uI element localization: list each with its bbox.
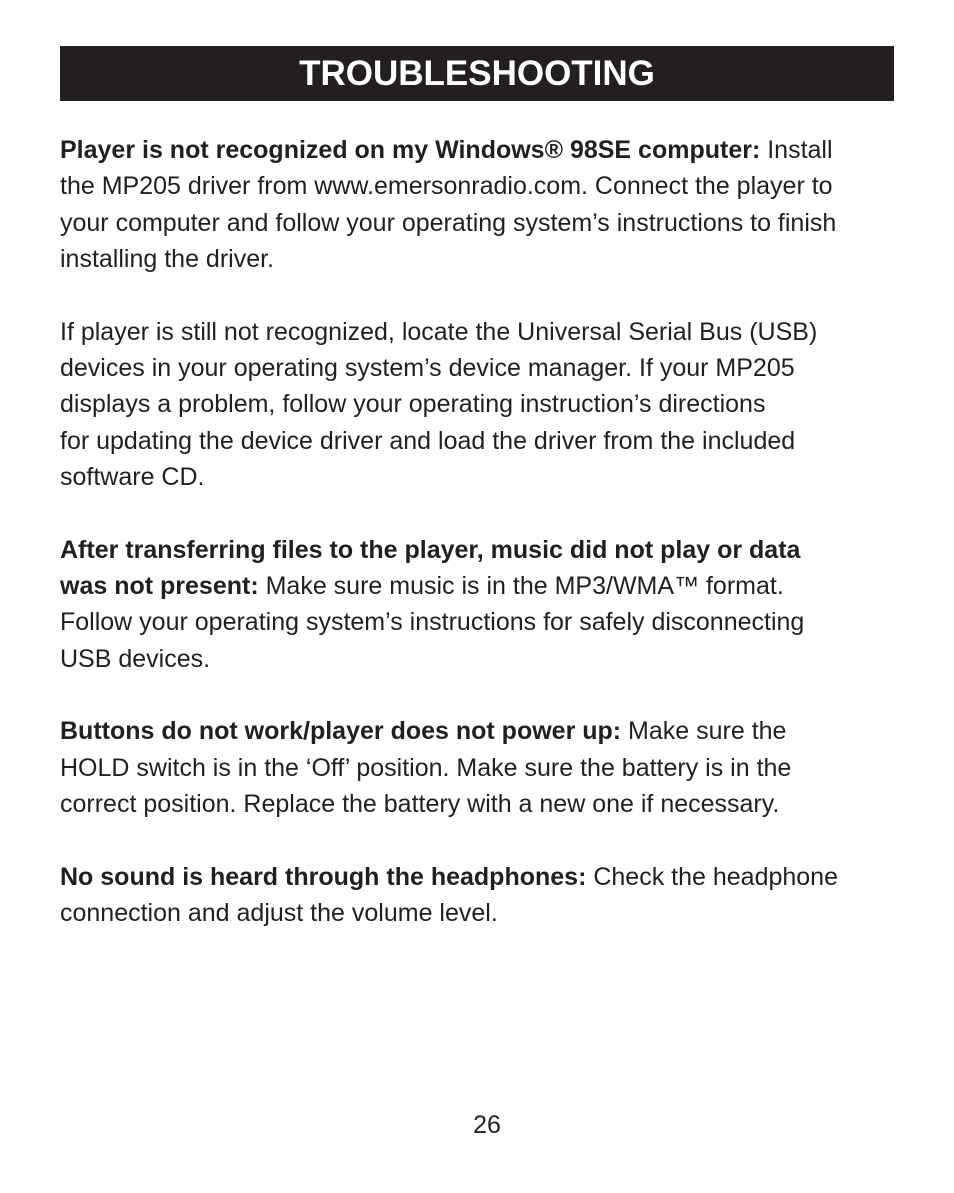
body-text: Make sure the	[621, 717, 787, 746]
body-text: the MP205 driver from www.emersonradio.com. Connect the player to	[60, 172, 833, 201]
body-text: installing the driver.	[60, 245, 275, 274]
section-header-bar	[60, 46, 894, 101]
text-line	[60, 350, 894, 386]
text-line	[60, 386, 894, 422]
page-number: 26	[473, 1111, 501, 1139]
text-line	[60, 132, 894, 168]
issue-heading: Buttons do not work/player does not power up:	[60, 717, 622, 746]
text-line	[60, 604, 894, 640]
text-line	[60, 459, 894, 495]
troubleshooting-item	[60, 859, 894, 932]
text-line	[60, 205, 894, 241]
troubleshooting-content	[60, 132, 894, 967]
body-text: software CD.	[60, 463, 205, 492]
issue-heading: Player is not recognized on my Windows® 98SE computer:	[60, 136, 761, 164]
text-line	[60, 786, 894, 822]
troubleshooting-item	[60, 314, 894, 496]
issue-heading: After transferring files to the player, music did not play or data	[60, 535, 801, 564]
text-line	[60, 314, 894, 350]
text-line	[60, 641, 894, 677]
text-line	[60, 895, 894, 931]
troubleshooting-item	[60, 532, 894, 678]
troubleshooting-item	[60, 132, 894, 278]
issue-heading: No sound is heard through the headphones:	[60, 862, 587, 891]
body-text: displays a problem, follow your operating instruction’s directions	[60, 390, 766, 419]
body-text: Check the headphone	[586, 862, 838, 891]
body-text: Follow your operating system’s instructions for safely disconnecting	[60, 608, 805, 637]
body-text: for updating the device driver and load the driver from the included	[60, 426, 796, 455]
body-text: HOLD switch is in the ‘Off’ position. Make sure the battery is in the	[60, 753, 792, 782]
body-text: correct position. Replace the battery with a new one if necessary.	[60, 790, 780, 819]
text-line	[60, 568, 894, 604]
body-text: USB devices.	[60, 644, 211, 673]
body-text: Install	[760, 136, 833, 164]
body-text: connection and adjust the volume level.	[60, 898, 498, 927]
text-line	[60, 750, 894, 786]
body-text: If player is still not recognized, locate the Universal Serial Bus (USB)	[60, 317, 818, 346]
text-line	[60, 423, 894, 459]
issue-heading: was not present:	[60, 572, 259, 601]
text-line	[60, 241, 894, 277]
text-line	[60, 168, 894, 204]
text-line	[60, 859, 894, 895]
body-text: Make sure music is in the MP3/WMA™ format.	[258, 572, 784, 601]
body-text: devices in your operating system’s device manager. If your MP205	[60, 354, 795, 383]
troubleshooting-item	[60, 713, 894, 822]
text-line	[60, 532, 894, 568]
page-title: TROUBLESHOOTING	[299, 54, 655, 93]
body-text: your computer and follow your operating system’s instructions to finish	[60, 208, 837, 237]
text-line	[60, 713, 894, 749]
